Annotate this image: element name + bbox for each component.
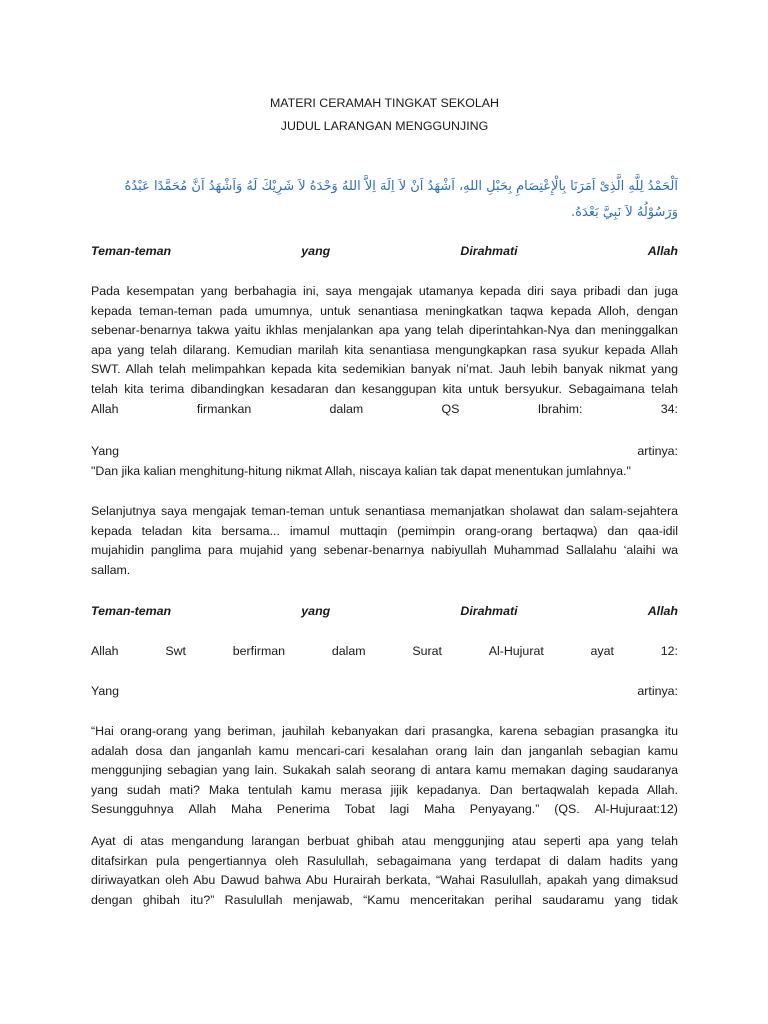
paragraph-last-line (91, 891, 678, 911)
word: “Kamu (363, 892, 400, 907)
word: (QS. (554, 802, 580, 817)
word: menceritakan (409, 892, 485, 907)
word: Allah (647, 244, 678, 258)
word: ayat (590, 644, 614, 658)
text-line: menggunjing sebagian yang lain. Sukakah salah seorang di antara kamu memakan daging saudaranya (91, 763, 678, 778)
word: Allah (91, 401, 119, 416)
word: dalam (329, 401, 364, 416)
paragraph-opening (91, 282, 678, 419)
text-line: SWT. Allah telah melimpahkan kepada kita sedemikian banyak ni’mat. Jauh lebih banyak nikmat yang (91, 362, 678, 377)
document-title (91, 92, 678, 138)
heading-greeting-2 (91, 602, 678, 622)
word: Yang (91, 444, 120, 458)
text-line: kepada teladan kita bersama... imamul muttaqin (pemimpin orang-orang bertaqwa) dan qaa-idil (91, 523, 678, 538)
text-line: Pada kesempatan yang berbahagia ini, saya mengajak utamanya kepada diri saya pribadi dan juga (91, 284, 678, 298)
quote-last-line (91, 800, 678, 820)
word: Maha (423, 802, 455, 817)
text-line: mujahidin panglima para mujahid yang sebenar-benarnya nabiyullah Muhammad Sallalahu ‘alaihi wa (91, 543, 678, 558)
word: Tobat (344, 802, 375, 817)
word: Allah (647, 604, 678, 618)
word: Teman-teman (91, 604, 172, 618)
word: yang (301, 244, 331, 258)
text-line: kepada teman-teman pada umumnya, untuk senantiasa meningkatkan taqwa kepada Alloh, dengan (91, 303, 678, 318)
word: Teman-teman (91, 244, 172, 258)
text-line: telah kita terima dibandingkan kesadaran dan kesanggupan kita untuk bersyukur. Sebagaimana telah (91, 381, 678, 396)
word: Swt (165, 644, 186, 658)
word: artinya: (637, 684, 678, 698)
word: Penerima (276, 802, 330, 817)
word: Rasulullah (224, 892, 283, 907)
word: Al-Hujurat (488, 644, 544, 658)
word: lagi (389, 802, 410, 817)
word: itu?” (190, 892, 215, 907)
word: tidak (651, 892, 678, 907)
text-line: diriwayatkan oleh Abu Dawud bahwa Abu Hurairah berkata, “Wahai Rasulullah, apakah yang dimaksud (91, 873, 678, 888)
word: Maha (230, 802, 262, 817)
artinya-line-2 (91, 682, 678, 702)
word: berfirman (232, 644, 286, 658)
paragraph-lines (91, 502, 678, 561)
translation-quote-2 (91, 722, 678, 820)
word: perihal (494, 892, 532, 907)
arabic-opening: اَلْحَمْدُ لِلَّهِ الَّذِىْ اَمَرَنَا بِالْإِعْتِصَامِ بِحَبْلِ اللهِ، اَشْهَدُ اَنْ لاَ اِلَهَ اِلاَّ اللهُ وَحْدَهُ لاَ شَرِيْكَ لَهُ وَاَشْهَدُ اَنَّ مُحَمَّدًا عَبْدُهُ وَرَسُوْلُهُ لاَ نَبِيَّ بَعْدَهُ. (124, 179, 678, 220)
translation-quote-1: "Dan jika kalian menghitung-hitung nikmat Allah, niscaya kalian tak dapat menentukan jumlahnya." (91, 464, 631, 478)
word: ghibah (142, 892, 180, 907)
word: yang (301, 604, 331, 618)
word: 34: (660, 401, 678, 416)
word: Sesungguhnya (91, 802, 174, 817)
word: Penyayang.” (469, 802, 540, 817)
paragraph-last-line (91, 400, 678, 420)
word: firmankan (196, 401, 252, 416)
word: Allah (188, 802, 217, 817)
artinya-line-1 (91, 442, 678, 462)
paragraph-lines (91, 832, 678, 891)
word: dengan (91, 892, 133, 907)
text-line: adalah dosa dan janganlah kamu mencari-cari kesalahan orang lain dan janganlah sebagian kamu (91, 743, 678, 758)
word: Allah (91, 644, 119, 658)
text-line: apa yang telah dilarang. Kemudian marilah kita senantiasa mengungkapkan rasa syukur kepada Allah (91, 342, 678, 357)
word: menjawab, (292, 892, 353, 907)
word: artinya: (637, 444, 678, 458)
text-line: Ayat di atas mengandung larangan berbuat ghibah atau menggunjing atau seperti apa yang telah (91, 834, 678, 848)
title-line-2: JUDUL LARANGAN MENGGUNJING (280, 119, 489, 133)
firman-line (91, 642, 678, 662)
word: Surat (412, 644, 442, 658)
word: Dirahmati (460, 244, 518, 258)
paragraph-ghibah (91, 832, 678, 910)
word: 12: (660, 644, 678, 658)
text-line: Selanjutnya saya mengajak teman-teman untuk senantiasa memanjatkan sholawat dan salam-sejahtera (91, 504, 678, 518)
word: dalam (331, 644, 366, 658)
text-line: ditafsirkan pula pengertiannya oleh Rasulullah, sebagaimana yang terdapat di dalam hadits yang (91, 853, 678, 868)
paragraph-lines (91, 282, 678, 400)
word: yang (614, 892, 642, 907)
title-line-1: MATERI CERAMAH TINGKAT SEKOLAH (269, 96, 500, 110)
text-line: “Hai orang-orang yang beriman, jauhilah kebanyakan dari prasangka, karena sebagian prasangka itu (91, 724, 678, 738)
text-line: sebenar-benarnya takwa yaitu ikhlas menjalankan apa yang telah diperintahkan-Nya dan meninggalkan (91, 323, 678, 338)
paragraph-sholawat (91, 502, 678, 580)
heading-greeting-1 (91, 242, 678, 262)
word: saudaramu (542, 892, 605, 907)
word: Yang (91, 684, 120, 698)
word: Ibrahim: (537, 401, 583, 416)
paragraph-last-line: sallam. (91, 562, 131, 577)
word: QS (441, 401, 460, 416)
word: Al-Hujuraat:12) (594, 802, 678, 817)
word: Dirahmati (460, 604, 518, 618)
text-line: yang sudah mati? Maka tentulah kamu merasa jijik kepadanya. Dan bertaqwalah kepada Allah. (91, 782, 678, 797)
quote-lines (91, 722, 678, 800)
